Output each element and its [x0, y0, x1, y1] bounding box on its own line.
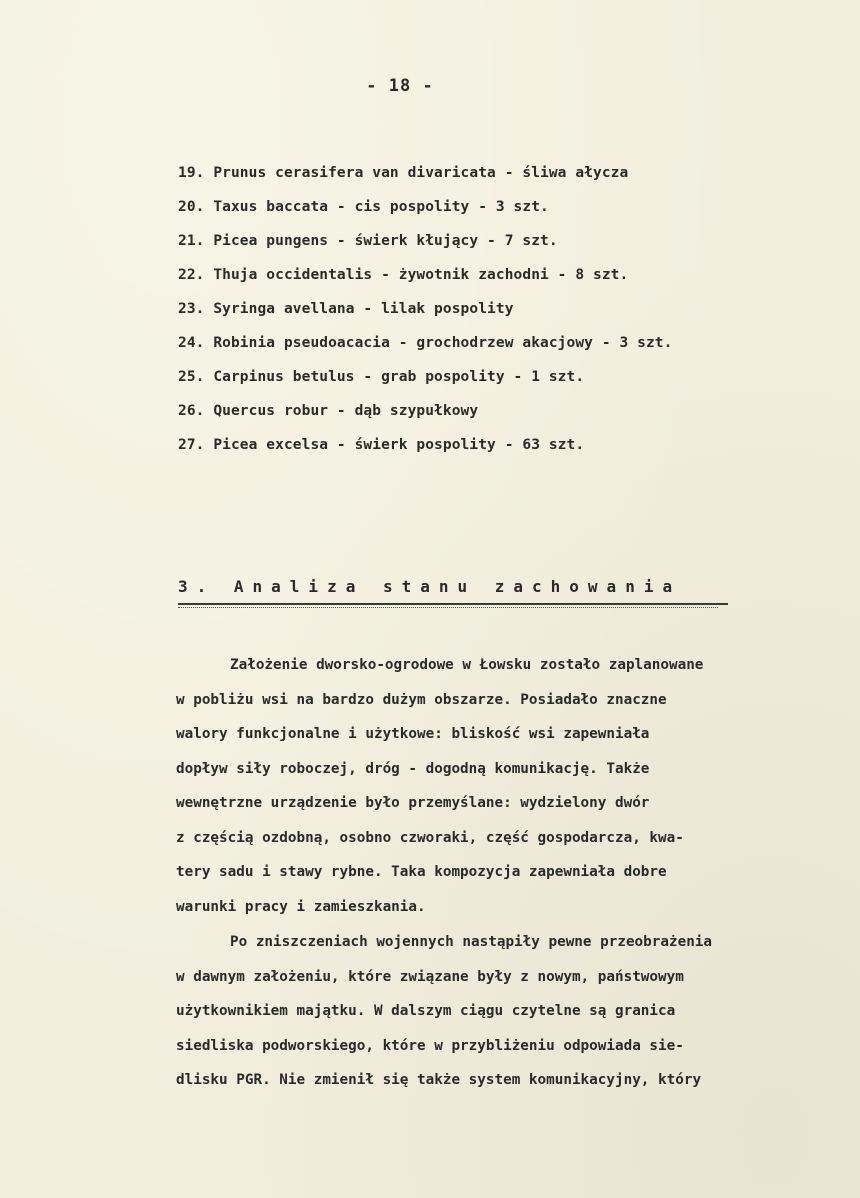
text-line: wewnętrzne urządzenie było przemyślane: wydzielony dwór — [176, 795, 650, 811]
text-line: warunki pracy i zamieszkania. — [176, 898, 426, 915]
paragraph-1 — [176, 648, 836, 924]
text-line: w pobliżu wsi na bardzo dużym obszarze. Posiadało znaczne — [176, 691, 667, 708]
page-number: - 18 - — [366, 76, 434, 96]
text-line: z częścią ozdobną, osobno czworaki, część gospodarcza, kwa- — [176, 829, 684, 846]
species-list — [178, 156, 672, 462]
text-line: dopływ siły roboczej, dróg - dogodną komunikację. Także — [176, 760, 650, 777]
text-line: tery sadu i stawy rybne. Taka kompozycja zapewniała dobre — [176, 864, 667, 880]
text-line: Po zniszczeniach wojennych nastąpiły pewne przeobrażenia — [230, 934, 713, 950]
section-heading: 3. Analiza stanu zachowania — [178, 577, 682, 596]
list-item: 27. Picea excelsa - świerk pospolity - 63 szt. — [178, 437, 585, 453]
list-item: 25. Carpinus betulus - grab pospolity - 1 szt. — [178, 369, 585, 385]
text-line: Założenie dworsko-ogrodowe w Łowsku zostało zaplanowane — [230, 657, 704, 673]
list-item: 24. Robinia pseudoacacia - grochodrzew akacjowy - 3 szt. — [178, 335, 673, 351]
text-line: dlisku PGR. Nie zmienił się także system komunikacyjny, który — [176, 1072, 702, 1088]
heading-underline-dotted — [178, 607, 718, 608]
text-line: użytkownikiem majątku. W dalszym ciągu czytelne są granica — [176, 1003, 676, 1019]
heading-underline — [178, 603, 728, 605]
paragraph-2 — [176, 925, 836, 1098]
list-item: 22. Thuja occidentalis - żywotnik zachodni - 8 szt. — [178, 267, 629, 283]
list-item: 23. Syringa avellana - lilak pospolity — [178, 301, 514, 317]
list-item: 21. Picea pungens - świerk kłujący - 7 szt. — [178, 233, 558, 249]
text-line: w dawnym założeniu, które związane były z nowym, państwowym — [176, 968, 684, 985]
list-item: 20. Taxus baccata - cis pospolity - 3 szt. — [178, 199, 549, 215]
text-line: siedliska podworskiego, które w przybliżeniu odpowiada sie- — [176, 1037, 684, 1054]
text-line: walory funkcjonalne i użytkowe: bliskość wsi zapewniała — [176, 726, 650, 742]
list-item: 26. Quercus robur - dąb szypułkowy — [178, 403, 479, 419]
list-item: 19. Prunus cerasifera van divaricata - śliwa ałycza — [178, 165, 629, 181]
